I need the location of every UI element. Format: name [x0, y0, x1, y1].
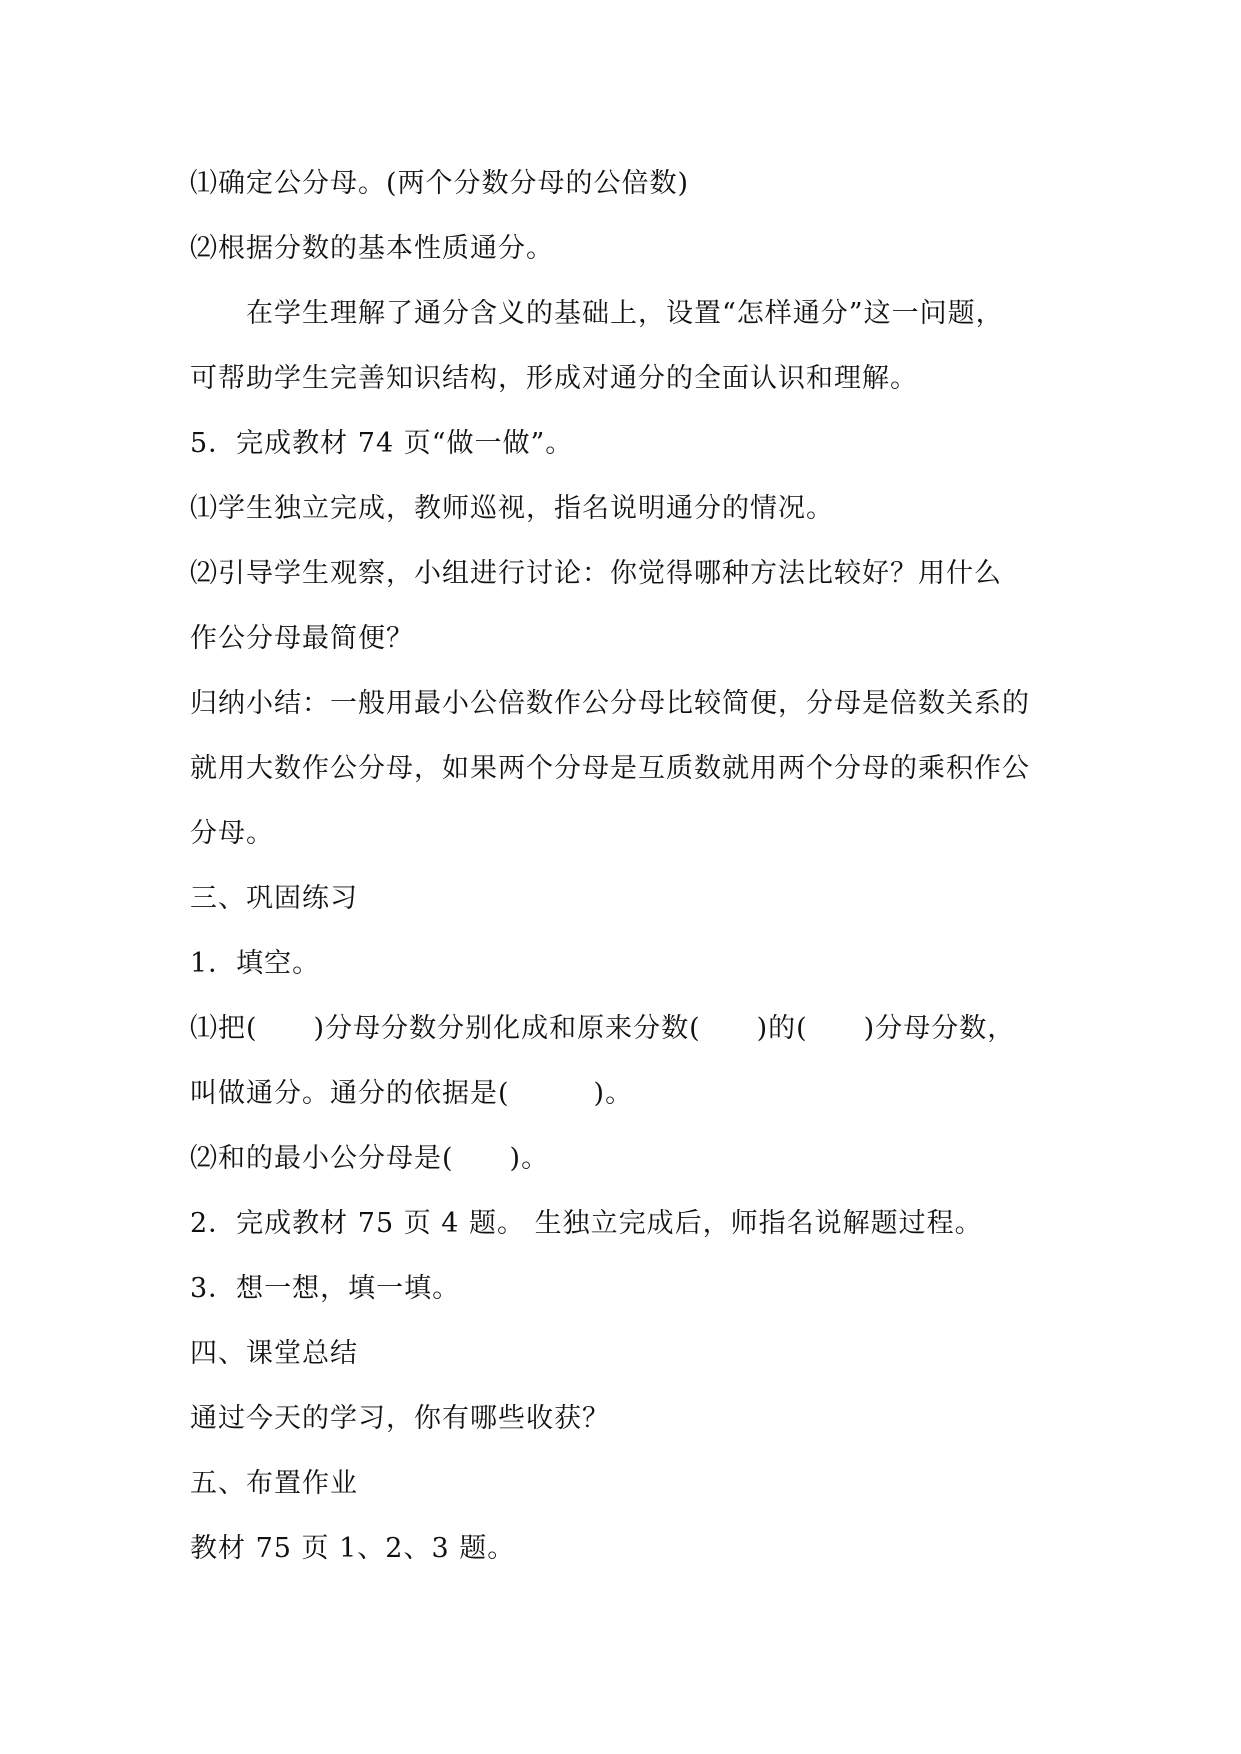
paragraph-line-2: 可帮助学生完善知识结构，形成对通分的全面认识和理解。	[190, 363, 918, 394]
summary-line-1: 归纳小结：一般用最小公倍数作公分母比较简便，分母是倍数关系的	[190, 688, 1030, 719]
section-3-heading: 三、巩固练习	[190, 883, 358, 914]
item-5-step-1: ⑴学生独立完成，教师巡视，指名说明通分的情况。	[190, 493, 834, 524]
item-5-step-2-line-2: 作公分母最简便？	[190, 623, 414, 654]
exercise-1-q2: ⑵和的最小公分母是( )。	[190, 1143, 550, 1174]
section-4-heading: 四、课堂总结	[190, 1338, 358, 1369]
step-2-basic-property: ⑵根据分数的基本性质通分。	[190, 233, 554, 264]
exercise-1-heading: 1．填空。	[190, 948, 321, 979]
exercise-1-q1-line-2: 叫做通分。通分的依据是( )。	[190, 1078, 634, 1109]
section-4-question: 通过今天的学习，你有哪些收获？	[190, 1403, 610, 1434]
exercise-3: 3．想一想，填一填。	[190, 1273, 461, 1304]
paragraph-line-1: 在学生理解了通分含义的基础上，设置“怎样通分”这一问题，	[246, 298, 1004, 329]
summary-line-2: 就用大数作公分母，如果两个分母是互质数就用两个分母的乘积作公	[190, 753, 1030, 784]
summary-line-3: 分母。	[190, 818, 274, 849]
homework-assignment: 教材 75 页 1、2、3 题。	[190, 1533, 516, 1564]
exercise-2: 2．完成教材 75 页 4 题。 生独立完成后，师指名说解题过程。	[190, 1208, 983, 1239]
item-5-heading: 5．完成教材 74 页“做一做”。	[190, 428, 574, 459]
section-5-heading: 五、布置作业	[190, 1468, 358, 1499]
exercise-1-q1-line-1: ⑴把( )分母分数分别化成和原来分数( )的( )分母分数，	[190, 1013, 1016, 1044]
item-5-step-2-line-1: ⑵引导学生观察，小组进行讨论：你觉得哪种方法比较好？用什么	[190, 558, 1002, 589]
step-1-common-denominator: ⑴确定公分母。(两个分数分母的公倍数)	[190, 168, 690, 199]
